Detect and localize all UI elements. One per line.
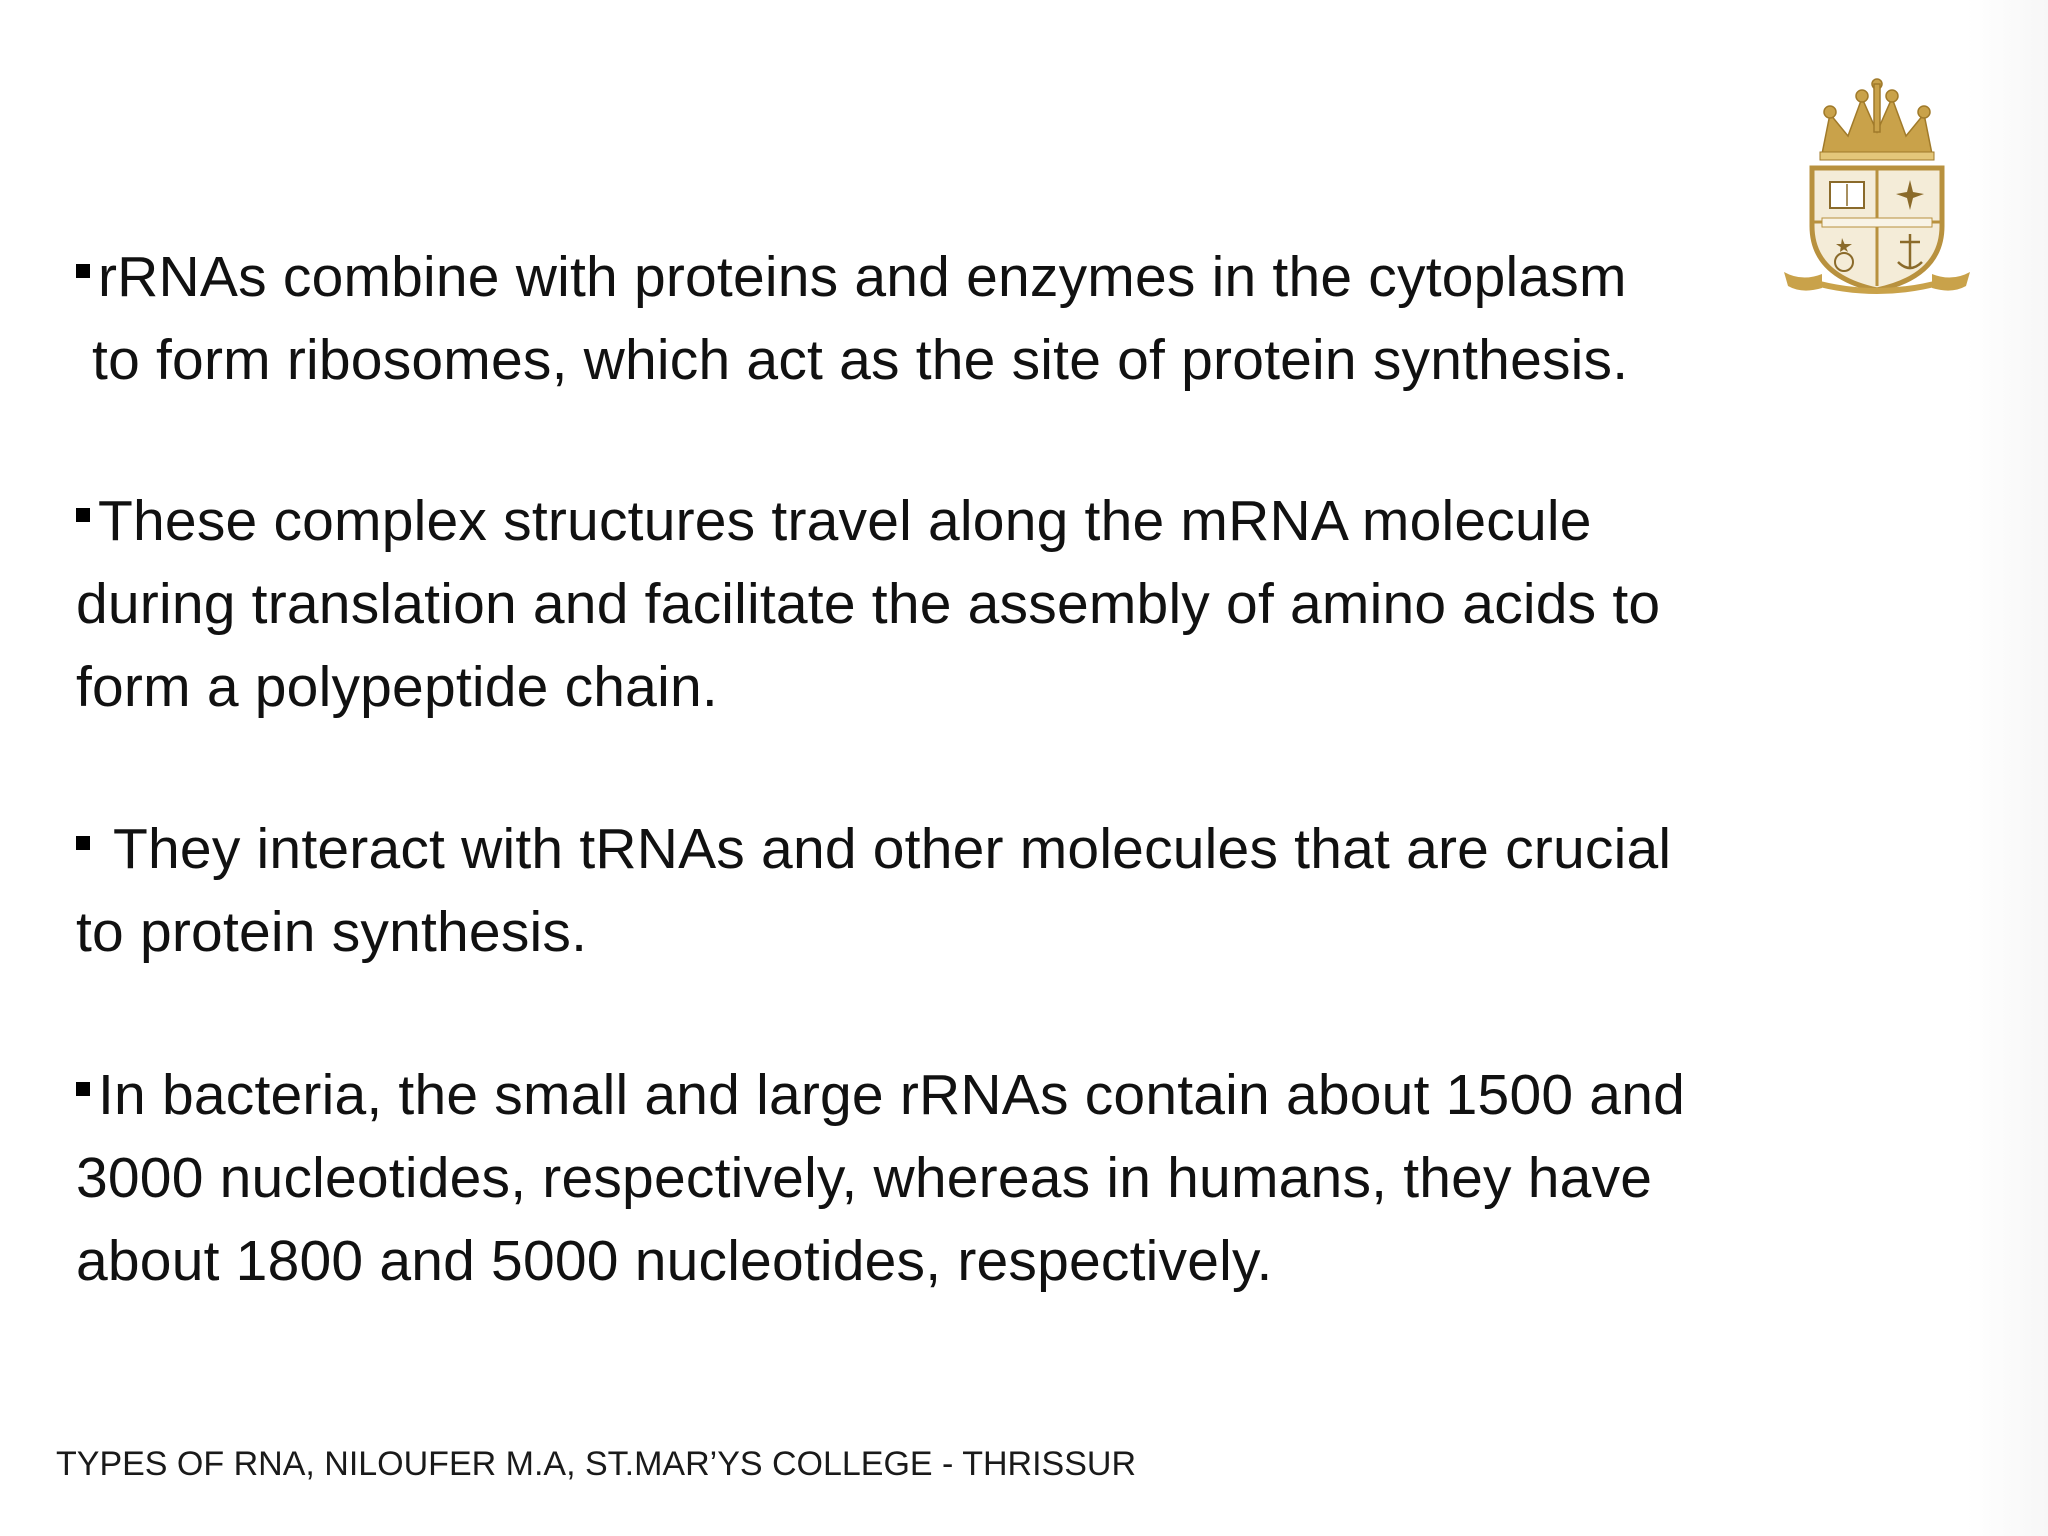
paragraph-line	[76, 480, 1886, 563]
square-bullet-icon	[76, 836, 90, 850]
paragraph-line: 3000 nucleotides, respectively, whereas in humans, they have	[76, 1146, 1653, 1210]
paragraph-line: to form ribosomes, which act as the site of protein synthesis.	[76, 328, 1629, 392]
paragraph-line: form a polypeptide chain.	[76, 655, 718, 719]
paragraph-line: about 1800 and 5000 nucleotides, respectively.	[76, 1229, 1273, 1293]
bullet-paragraph-nucleotide-counts	[76, 1054, 1886, 1303]
line-text: In bacteria, the small and large rRNAs contain about 1500 and	[98, 1063, 1685, 1127]
paragraph-line	[76, 808, 1886, 891]
paragraph-line	[76, 1054, 1886, 1137]
line-text: rRNAs combine with proteins and enzymes in the cytoplasm	[98, 245, 1627, 309]
slide-footer: TYPES OF RNA, NILOUFER M.A, ST.MAR’YS COLLEGE - THRISSUR	[56, 1445, 1136, 1483]
square-bullet-icon	[76, 508, 90, 522]
line-text: These complex structures travel along the mRNA molecule	[98, 489, 1592, 553]
square-bullet-icon	[76, 1082, 90, 1096]
bullet-paragraph-ribosome-formation	[76, 236, 1886, 402]
bullet-paragraph-trna-interaction	[76, 808, 1886, 974]
paragraph-line	[76, 236, 1886, 319]
paragraph-line: during translation and facilitate the assembly of amino acids to	[76, 572, 1661, 636]
line-text: They interact with tRNAs and other molecules that are crucial	[98, 817, 1672, 881]
bullet-paragraph-translation	[76, 480, 1886, 729]
square-bullet-icon	[76, 264, 90, 278]
paragraph-line: to protein synthesis.	[76, 900, 588, 964]
